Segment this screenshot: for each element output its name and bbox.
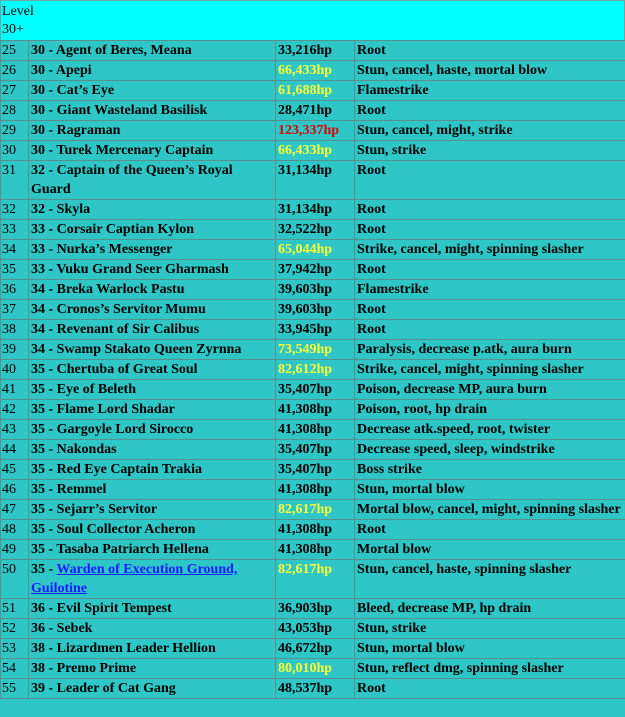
boss-name: 36 - Sebek <box>29 619 276 639</box>
table-row <box>1 619 625 639</box>
boss-name: 35 - Soul Collector Acheron <box>29 520 276 540</box>
table-row <box>1 81 625 101</box>
boss-skills: Bleed, decrease MP, hp drain <box>355 599 625 619</box>
row-number: 41 <box>1 380 29 400</box>
boss-skills: Flamestrike <box>355 81 625 101</box>
boss-hp: 41,308hp <box>276 540 355 560</box>
boss-skills: Strike, cancel, might, spinning slasher <box>355 240 625 260</box>
level-range: 30+ <box>2 22 24 37</box>
row-number: 31 <box>1 161 29 200</box>
row-number: 37 <box>1 300 29 320</box>
boss-name: 30 - Apepi <box>29 61 276 81</box>
table-row <box>1 420 625 440</box>
boss-hp: 65,044hp <box>276 240 355 260</box>
boss-level-prefix: 35 - <box>31 562 57 577</box>
row-number: 52 <box>1 619 29 639</box>
boss-hp: 82,612hp <box>276 360 355 380</box>
boss-skills: Mortal blow, cancel, might, spinning slasher <box>355 500 625 520</box>
boss-skills: Root <box>355 300 625 320</box>
boss-skills: Root <box>355 679 625 699</box>
boss-skills: Flamestrike <box>355 280 625 300</box>
boss-name: 33 - Nurka’s Messenger <box>29 240 276 260</box>
boss-name: 32 - Captain of the Queen’s Royal Guard <box>29 161 276 200</box>
boss-hp: 82,617hp <box>276 560 355 599</box>
table-row <box>1 520 625 540</box>
boss-hp: 36,903hp <box>276 599 355 619</box>
boss-name: 30 - Agent of Beres, Meana <box>29 41 276 61</box>
row-number: 46 <box>1 480 29 500</box>
table-row <box>1 560 625 599</box>
boss-skills: Root <box>355 200 625 220</box>
boss-skills: Stun, strike <box>355 619 625 639</box>
table-row <box>1 61 625 81</box>
boss-name: 34 - Cronos’s Servitor Mumu <box>29 300 276 320</box>
row-number: 40 <box>1 360 29 380</box>
table-row <box>1 141 625 161</box>
boss-name: 34 - Breka Warlock Pastu <box>29 280 276 300</box>
table-row <box>1 340 625 360</box>
boss-name: 35 - Eye of Beleth <box>29 380 276 400</box>
boss-skills: Stun, mortal blow <box>355 480 625 500</box>
table-row <box>1 260 625 280</box>
boss-name: 30 - Turek Mercenary Captain <box>29 141 276 161</box>
boss-name: 35 - Tasaba Patriarch Hellena <box>29 540 276 560</box>
row-number: 39 <box>1 340 29 360</box>
boss-name: 34 - Swamp Stakato Queen Zyrnna <box>29 340 276 360</box>
row-number: 49 <box>1 540 29 560</box>
boss-name: 35 - Remmel <box>29 480 276 500</box>
boss-skills: Decrease speed, sleep, windstrike <box>355 440 625 460</box>
table-row <box>1 480 625 500</box>
row-number: 35 <box>1 260 29 280</box>
table-row <box>1 540 625 560</box>
boss-hp: 28,471hp <box>276 101 355 121</box>
table-row <box>1 320 625 340</box>
boss-name: 30 - Ragraman <box>29 121 276 141</box>
boss-hp: 80,010hp <box>276 659 355 679</box>
boss-skills: Stun, cancel, haste, mortal blow <box>355 61 625 81</box>
boss-skills: Root <box>355 220 625 240</box>
boss-hp: 33,216hp <box>276 41 355 61</box>
boss-skills: Root <box>355 161 625 200</box>
boss-name: 35 - Red Eye Captain Trakia <box>29 460 276 480</box>
boss-hp: 31,134hp <box>276 161 355 200</box>
boss-name-link[interactable]: Warden of Execution Ground, Guilotine <box>31 562 238 596</box>
row-number: 30 <box>1 141 29 161</box>
boss-name: 35 - Flame Lord Shadar <box>29 400 276 420</box>
boss-skills: Root <box>355 260 625 280</box>
boss-hp: 46,672hp <box>276 639 355 659</box>
boss-name: 35 - Sejarr’s Servitor <box>29 500 276 520</box>
table-row <box>1 101 625 121</box>
boss-hp: 41,308hp <box>276 420 355 440</box>
row-number: 51 <box>1 599 29 619</box>
boss-skills: Stun, mortal blow <box>355 639 625 659</box>
row-number: 55 <box>1 679 29 699</box>
table-row <box>1 360 625 380</box>
row-number: 50 <box>1 560 29 599</box>
boss-hp: 73,549hp <box>276 340 355 360</box>
row-number: 43 <box>1 420 29 440</box>
row-number: 34 <box>1 240 29 260</box>
boss-hp: 35,407hp <box>276 460 355 480</box>
boss-hp: 32,522hp <box>276 220 355 240</box>
table-row <box>1 280 625 300</box>
row-number: 26 <box>1 61 29 81</box>
boss-name: 30 - Cat’s Eye <box>29 81 276 101</box>
row-number: 54 <box>1 659 29 679</box>
boss-name: 33 - Vuku Grand Seer Gharmash <box>29 260 276 280</box>
table-row <box>1 599 625 619</box>
boss-hp: 35,407hp <box>276 440 355 460</box>
table-row <box>1 300 625 320</box>
boss-skills: Root <box>355 101 625 121</box>
boss-skills: Mortal blow <box>355 540 625 560</box>
boss-skills: Root <box>355 520 625 540</box>
boss-skills: Stun, cancel, haste, spinning slasher <box>355 560 625 599</box>
boss-name: 30 - Giant Wasteland Basilisk <box>29 101 276 121</box>
level-label: Level <box>2 4 34 19</box>
boss-hp: 61,688hp <box>276 81 355 101</box>
table-row <box>1 440 625 460</box>
boss-name: 38 - Lizardmen Leader Hellion <box>29 639 276 659</box>
raid-boss-table <box>0 40 625 699</box>
boss-hp: 41,308hp <box>276 400 355 420</box>
level-header <box>0 0 625 40</box>
boss-name: 32 - Skyla <box>29 200 276 220</box>
boss-name: 34 - Revenant of Sir Calibus <box>29 320 276 340</box>
table-row <box>1 659 625 679</box>
table-row <box>1 380 625 400</box>
boss-hp: 39,603hp <box>276 300 355 320</box>
table-row <box>1 240 625 260</box>
row-number: 28 <box>1 101 29 121</box>
row-number: 32 <box>1 200 29 220</box>
table-row <box>1 200 625 220</box>
boss-skills: Decrease atk.speed, root, twister <box>355 420 625 440</box>
boss-skills: Strike, cancel, might, spinning slasher <box>355 360 625 380</box>
table-row <box>1 161 625 200</box>
boss-name: 36 - Evil Spirit Tempest <box>29 599 276 619</box>
table-row <box>1 41 625 61</box>
row-number: 45 <box>1 460 29 480</box>
boss-hp: 48,537hp <box>276 679 355 699</box>
boss-hp: 37,942hp <box>276 260 355 280</box>
row-number: 47 <box>1 500 29 520</box>
boss-hp: 82,617hp <box>276 500 355 520</box>
table-row <box>1 220 625 240</box>
row-number: 36 <box>1 280 29 300</box>
row-number: 27 <box>1 81 29 101</box>
row-number: 44 <box>1 440 29 460</box>
boss-hp: 66,433hp <box>276 61 355 81</box>
table-row <box>1 679 625 699</box>
boss-skills: Poison, decrease MP, aura burn <box>355 380 625 400</box>
table-row <box>1 400 625 420</box>
boss-hp: 31,134hp <box>276 200 355 220</box>
boss-skills: Stun, reflect dmg, spinning slasher <box>355 659 625 679</box>
boss-skills: Root <box>355 320 625 340</box>
boss-skills: Stun, cancel, might, strike <box>355 121 625 141</box>
table-row <box>1 639 625 659</box>
row-number: 33 <box>1 220 29 240</box>
boss-skills: Poison, root, hp drain <box>355 400 625 420</box>
row-number: 25 <box>1 41 29 61</box>
table-row <box>1 121 625 141</box>
row-number: 53 <box>1 639 29 659</box>
boss-hp: 35,407hp <box>276 380 355 400</box>
table-row <box>1 500 625 520</box>
boss-skills: Boss strike <box>355 460 625 480</box>
boss-name: 38 - Premo Prime <box>29 659 276 679</box>
boss-hp: 41,308hp <box>276 480 355 500</box>
boss-hp: 43,053hp <box>276 619 355 639</box>
boss-hp: 66,433hp <box>276 141 355 161</box>
boss-hp: 123,337hp <box>276 121 355 141</box>
boss-name: 35 - Chertuba of Great Soul <box>29 360 276 380</box>
boss-skills: Root <box>355 41 625 61</box>
row-number: 38 <box>1 320 29 340</box>
boss-name: 33 - Corsair Captian Kylon <box>29 220 276 240</box>
boss-hp: 39,603hp <box>276 280 355 300</box>
boss-hp: 33,945hp <box>276 320 355 340</box>
boss-name: 39 - Leader of Cat Gang <box>29 679 276 699</box>
boss-hp: 41,308hp <box>276 520 355 540</box>
boss-name <box>29 560 276 599</box>
table-body <box>1 41 625 699</box>
row-number: 42 <box>1 400 29 420</box>
table-row <box>1 460 625 480</box>
row-number: 48 <box>1 520 29 540</box>
boss-skills: Stun, strike <box>355 141 625 161</box>
row-number: 29 <box>1 121 29 141</box>
boss-name: 35 - Nakondas <box>29 440 276 460</box>
boss-skills: Paralysis, decrease p.atk, aura burn <box>355 340 625 360</box>
boss-name: 35 - Gargoyle Lord Sirocco <box>29 420 276 440</box>
